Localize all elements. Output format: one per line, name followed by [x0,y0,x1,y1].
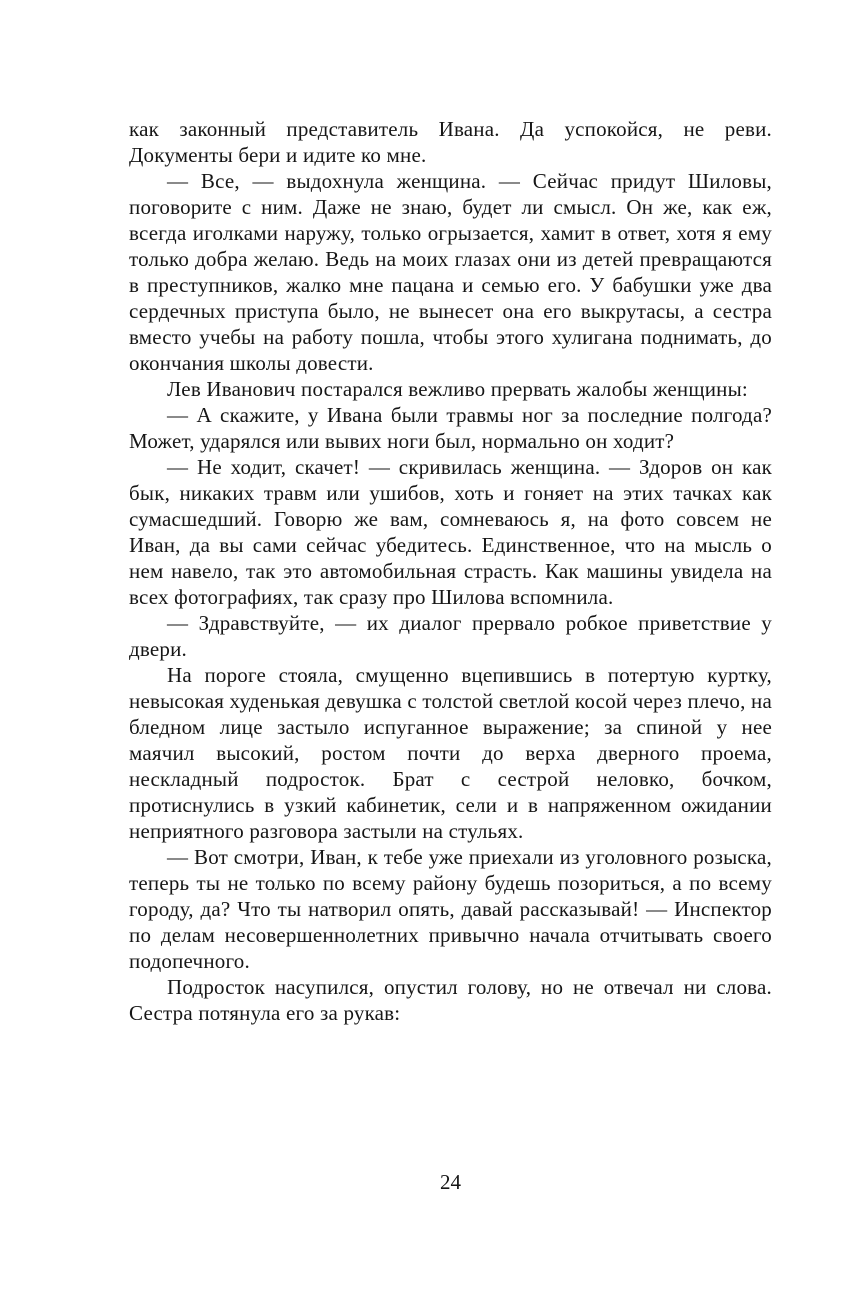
paragraph: — Не ходит, скачет! — скривилась женщина. — Здоров он как бык, никаких травм или ушибов, хоть и гоняет на этих тачках как сумасшедший. Говорю же вам, сомневаюсь я, на фото совсем не Иван, да вы сами сейчас убедитесь. Единственное, что на мысль о нем навело, так это автомобильная страсть. Как машины увидела на всех фотографиях, так сразу про Шилова вспомнила. [129,455,772,609]
paragraph: — Здравствуйте, — их диалог прервало робкое приветствие у двери. [129,611,772,661]
paragraph: как законный представитель Ивана. Да успокойся, не реви. Документы бери и идите ко мне. [129,117,772,167]
paragraph: Лев Иванович постарался вежливо прервать жалобы женщины: [167,377,748,401]
paragraph: — Вот смотри, Иван, к тебе уже приехали из уголовного розыска, теперь ты не только по всему району будешь позориться, а по всему городу, да? Что ты натворил опять, давай рассказывай! — Инспектор по делам несовершеннолетних привычно начала отчитывать своего подопечного. [129,845,772,973]
page-number: 24 [440,1170,461,1194]
paragraph: — А скажите, у Ивана были травмы ног за последние полгода? Может, ударялся или вывих ноги был, нормально он ходит? [129,403,772,453]
page-text [129,116,772,1026]
paragraph: На пороге стояла, смущенно вцепившись в потертую куртку, невысокая худенькая девушка с толстой светлой косой через плечо, на бледном лице застыло испуганное выражение; за спиной у нее маячил высокий, ростом почти до верха дверного проема, нескладный подросток. Брат с сестрой неловко, бочком, протиснулись в узкий кабинетик, сели и в напряженном ожидании неприятного разговора застыли на стульях. [129,663,772,843]
paragraph: — Все, — выдохнула женщина. — Сейчас придут Шиловы, поговорите с ним. Даже не знаю, будет ли смысл. Он же, как еж, всегда иголками наружу, только огрызается, хамит в ответ, хотя я ему только добра желаю. Ведь на моих глазах они из детей превращаются в преступников, жалко мне пацана и семью его. У бабушки уже два сердечных приступа было, не вынесет она его выкрутасы, а сестра вместо учебы на работу пошла, чтобы этого хулигана поднимать, до окончания школы довести. [129,169,772,375]
paragraph: Подросток насупился, опустил голову, но не отвечал ни слова. Сестра потянула его за рукав: [129,975,772,1025]
